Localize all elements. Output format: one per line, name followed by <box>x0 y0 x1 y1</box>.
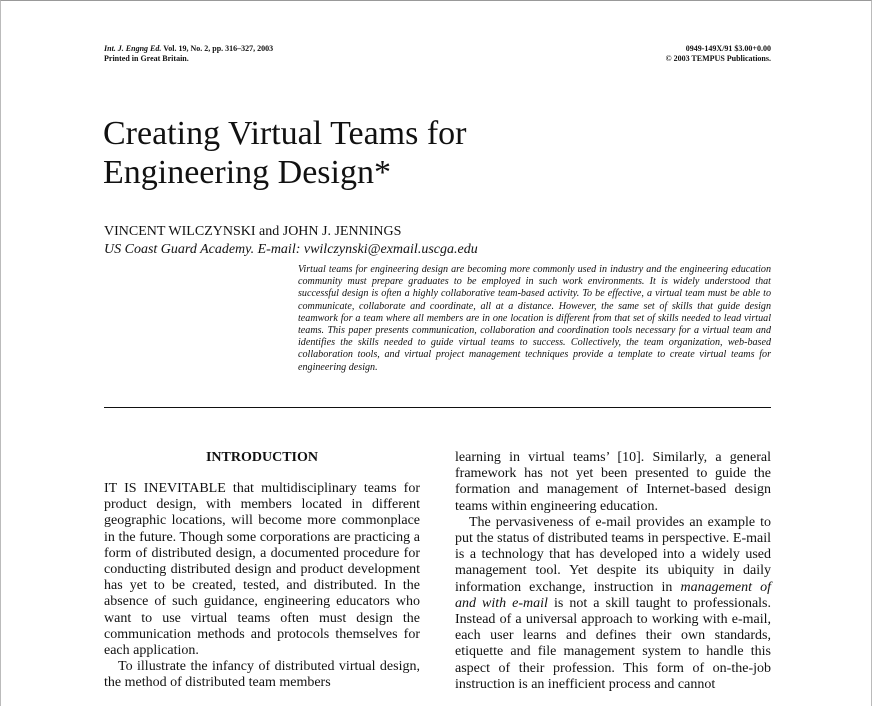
emphasis-text: management of and with e-mail <box>455 579 771 611</box>
body-column-right <box>455 450 771 693</box>
article-title <box>103 114 467 192</box>
printed-note: Printed in Great Britain. <box>104 54 189 63</box>
paragraph: IT IS INEVITABLE that multidisciplinary teams for product design, with members located in different geographic locations, will become more commonplace in the future. Though some corporations are practicing a form of distributed design, a documented procedure for conducting distributed design and product development has yet to be created, tested, and distributed. In the absence of such guidance, engineering educators who want to use virtual teams often must design the communication methods and protocols themselves for each application. <box>104 481 420 659</box>
paragraph <box>455 515 771 693</box>
authors: VINCENT WILCZYNSKI and JOHN J. JENNINGS <box>104 224 402 239</box>
affiliation: US Coast Guard Academy. E-mail: vwilczynski@exmail.uscga.edu <box>104 242 478 257</box>
paragraph: learning in virtual teams’ [10]. Similarly, a general framework has not yet been presented to guide the formation and management of Internet-based design teams within engineering education. <box>455 450 771 514</box>
paragraph: To illustrate the infancy of distributed virtual design, the method of distributed team members <box>104 659 420 691</box>
divider-rule <box>104 407 771 408</box>
title-line-1: Creating Virtual Teams for <box>103 115 467 152</box>
section-heading: INTRODUCTION <box>205 450 318 465</box>
title-line-2: Engineering Design* <box>103 154 391 191</box>
journal-header-right <box>666 44 771 64</box>
text-run: The pervasiveness of e-mail provides an example to put the status of distributed teams in perspective. E-mail is a technology that has developed into a widely used management tool. Yet despite its ubiquity in daily information exchange, instruction in <box>455 514 771 595</box>
text-run: is not a skill taught to professionals. Instead of a universal approach to working with e-mail, each user learns and defines their own standards, etiquette and file management system to handle this aspect of their profession. This form of on-the-job instruction is an inefficient process and cannot <box>455 595 771 692</box>
journal-header-left <box>104 44 273 64</box>
abstract: Virtual teams for engineering design are becoming more commonly used in industry and the engineering education community must prepare graduates to be employed in such work environments. It is widely understood that successful design is often a highly collaborative team-based activity. To be effective, a virtual team must be able to communicate, collaborate and coordinate, all at a distance. However, the same set of skills that guide design teamwork for a team where all members are in one location is different from that set of skills needed to lead virtual teams. This paper presents communication, collaboration and coordination tools necessary for a virtual team and identifies the skills needed to guide virtual teams to success. Collectively, the team organization, web-based collaboration tools, and virtual project management techniques provide a template to create virtual teams for engineering design. <box>298 264 771 373</box>
copyright: © 2003 TEMPUS Publications. <box>665 54 771 63</box>
issn-price: 0949-149X/91 $3.00+0.00 <box>685 44 771 53</box>
journal-abbrev: Int. J. Engng Ed. <box>104 44 162 53</box>
body-column-left <box>104 450 420 692</box>
citation: Vol. 19, No. 2, pp. 316–327, 2003 <box>163 44 274 53</box>
